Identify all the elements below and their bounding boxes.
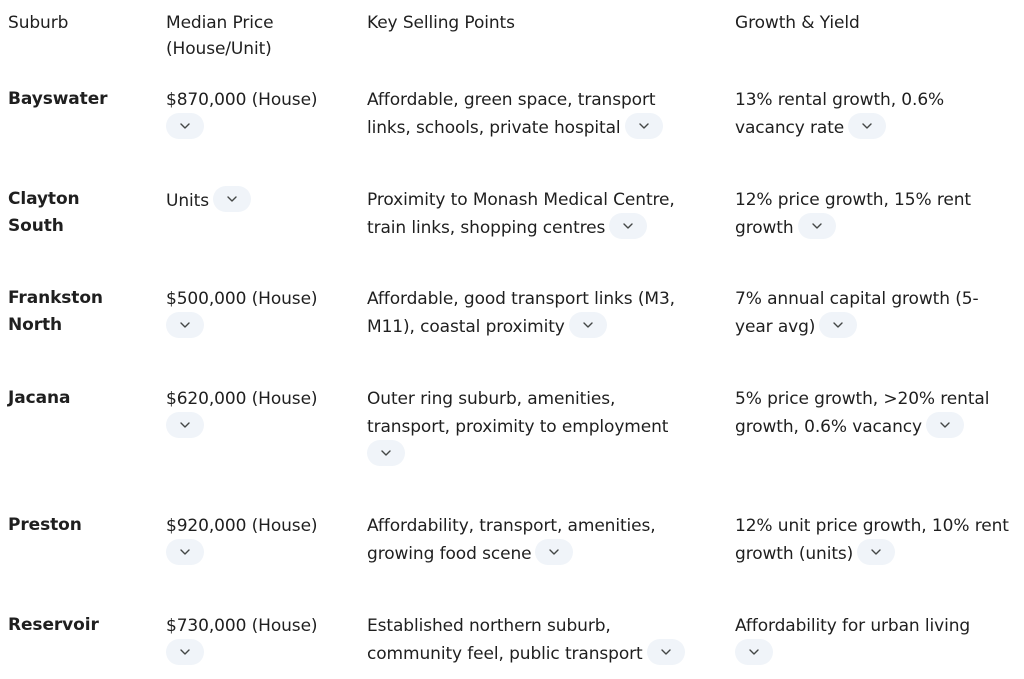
selling-points-line1: Proximity to Monash Medical Centre, (367, 190, 675, 210)
growth-source-chip[interactable] (848, 113, 886, 139)
selling-points-line2: M11), coastal proximity (367, 317, 565, 337)
growth-source-chip[interactable] (819, 312, 857, 338)
suburb-name: Jacana (8, 388, 71, 408)
selling-points-line1: Outer ring suburb, amenities, (367, 389, 616, 409)
header-suburb (8, 10, 148, 36)
growth-yield-cell (735, 86, 1020, 142)
selling-points-line1: Affordable, good transport links (M3, (367, 289, 675, 309)
selling-source-chip[interactable] (647, 639, 685, 665)
growth-line1: 12% price growth, 15% rent (735, 190, 971, 210)
suburb-name-line1: Clayton (8, 189, 80, 209)
price-source-chip[interactable] (166, 312, 204, 338)
median-price-cell (166, 187, 351, 215)
growth-source-chip[interactable] (798, 213, 836, 239)
header-selling-points (367, 10, 717, 36)
chevron-down-icon (179, 421, 191, 429)
chevron-down-icon (861, 122, 873, 130)
growth-source-chip[interactable] (735, 639, 773, 665)
selling-points-cell (367, 186, 717, 242)
growth-line1: 5% price growth, >20% rental (735, 389, 990, 409)
price-source-chip[interactable] (166, 113, 204, 139)
median-price-cell (166, 385, 351, 441)
growth-source-chip[interactable] (926, 412, 964, 438)
growth-line1: 12% unit price growth, 10% rent (735, 516, 1009, 536)
median-price-cell (166, 86, 351, 142)
growth-line1: 7% annual capital growth (5- (735, 289, 979, 309)
chevron-down-icon (748, 648, 760, 656)
header-growth-label: Growth & Yield (735, 13, 860, 33)
growth-source-chip[interactable] (857, 539, 895, 565)
selling-source-chip[interactable] (367, 440, 405, 466)
median-price: $500,000 (House) (166, 289, 318, 309)
median-price-cell (166, 612, 351, 668)
selling-points-cell (367, 285, 717, 341)
selling-source-chip[interactable] (535, 539, 573, 565)
chevron-down-icon (179, 548, 191, 556)
chevron-down-icon (179, 321, 191, 329)
table-row-suburb (8, 612, 148, 639)
chevron-down-icon (870, 548, 882, 556)
price-source-chip[interactable] (166, 639, 204, 665)
selling-source-chip[interactable] (569, 312, 607, 338)
selling-source-chip[interactable] (625, 113, 663, 139)
selling-points-line2: community feel, public transport (367, 644, 643, 664)
table-row-suburb (8, 285, 148, 339)
table-row-suburb (8, 186, 148, 240)
chevron-down-icon (179, 122, 191, 130)
selling-points-line2: transport, proximity to employment (367, 417, 669, 437)
price-source-chip[interactable] (166, 539, 204, 565)
selling-points-line2: links, schools, private hospital (367, 118, 621, 138)
header-suburb-label: Suburb (8, 13, 69, 33)
growth-yield-cell (735, 385, 1020, 441)
chevron-down-icon (638, 122, 650, 130)
selling-points-line1: Established northern suburb, (367, 616, 611, 636)
table-row-suburb (8, 385, 148, 412)
growth-yield-cell (735, 612, 1020, 668)
price-source-chip[interactable] (166, 412, 204, 438)
growth-line1: Affordability for urban living (735, 616, 971, 636)
suburb-name-line2: South (8, 216, 64, 236)
selling-points-line2: growing food scene (367, 544, 532, 564)
growth-yield-cell (735, 186, 1020, 242)
header-price-line1: Median Price (166, 13, 274, 33)
header-median-price (166, 10, 351, 62)
chevron-down-icon (380, 449, 392, 457)
suburb-name: Reservoir (8, 615, 99, 635)
chevron-down-icon (179, 648, 191, 656)
chevron-down-icon (660, 648, 672, 656)
median-price-cell (166, 285, 351, 341)
table-row-suburb (8, 86, 148, 113)
median-price: $920,000 (House) (166, 516, 318, 536)
header-selling-label: Key Selling Points (367, 13, 515, 33)
chevron-down-icon (548, 548, 560, 556)
selling-points-cell (367, 512, 717, 568)
selling-points-line1: Affordable, green space, transport (367, 90, 656, 110)
suburb-name-line1: Frankston (8, 288, 103, 308)
suburb-name-line2: North (8, 315, 63, 335)
growth-yield-cell (735, 512, 1020, 568)
table-row-suburb (8, 512, 148, 539)
suburb-name: Bayswater (8, 89, 108, 109)
median-price: $620,000 (House) (166, 389, 318, 409)
selling-points-cell (367, 612, 717, 668)
chevron-down-icon (939, 421, 951, 429)
chevron-down-icon (832, 321, 844, 329)
growth-line2: growth (units) (735, 544, 854, 564)
growth-line2: year avg) (735, 317, 816, 337)
suburb-name: Preston (8, 515, 82, 535)
price-source-chip[interactable] (213, 186, 251, 212)
growth-line2: growth (735, 218, 794, 238)
header-price-line2: (House/Unit) (166, 39, 272, 59)
median-price: Units (166, 191, 209, 211)
chevron-down-icon (622, 222, 634, 230)
selling-points-cell (367, 86, 717, 142)
header-growth-yield (735, 10, 1020, 36)
chevron-down-icon (811, 222, 823, 230)
selling-points-line2: train links, shopping centres (367, 218, 606, 238)
chevron-down-icon (582, 321, 594, 329)
chevron-down-icon (226, 195, 238, 203)
growth-line2: growth, 0.6% vacancy (735, 417, 922, 437)
median-price-cell (166, 512, 351, 568)
growth-line1: 13% rental growth, 0.6% (735, 90, 945, 110)
selling-points-line1: Affordability, transport, amenities, (367, 516, 656, 536)
growth-yield-cell (735, 285, 1020, 341)
growth-line2: vacancy rate (735, 118, 845, 138)
selling-points-cell (367, 385, 717, 469)
selling-source-chip[interactable] (609, 213, 647, 239)
median-price: $870,000 (House) (166, 90, 318, 110)
median-price: $730,000 (House) (166, 616, 318, 636)
